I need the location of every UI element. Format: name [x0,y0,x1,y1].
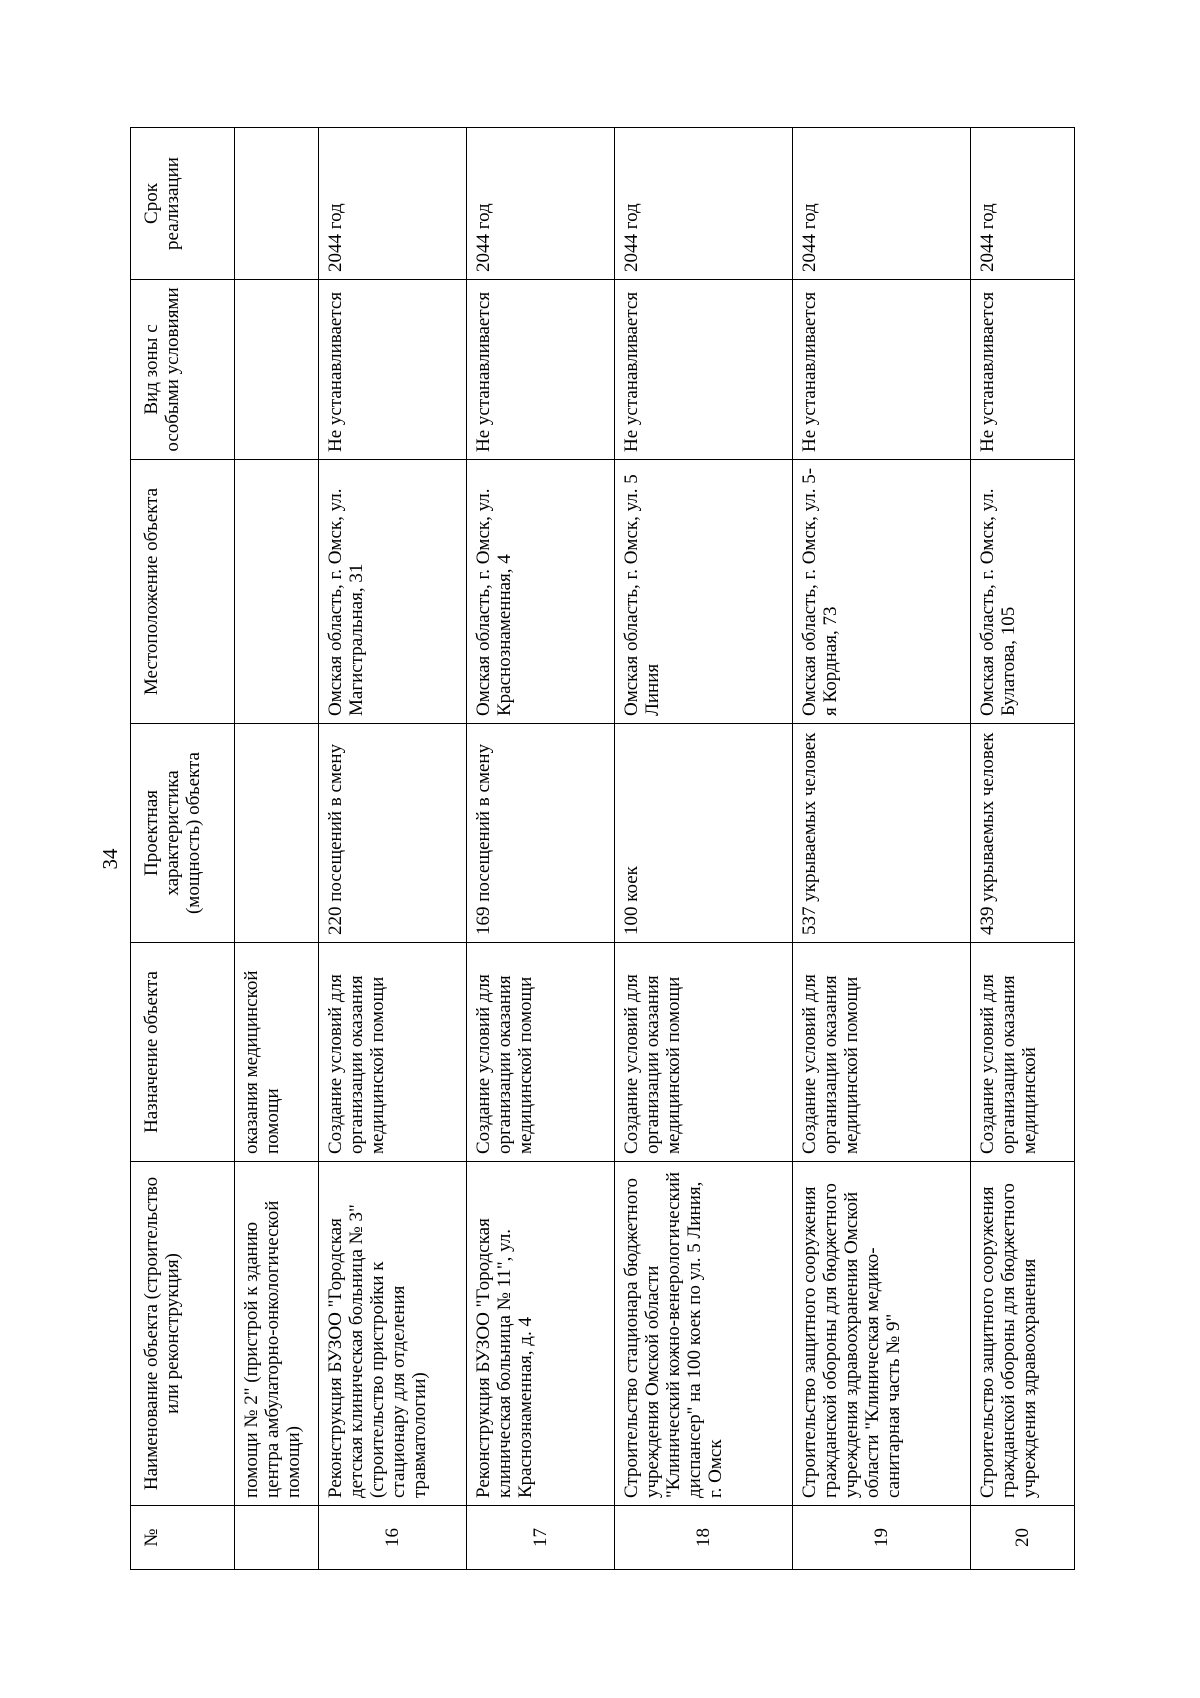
cell-num [235,1506,319,1570]
rotated-table-container [130,128,1074,1570]
cell-purpose: оказания медицинской помощи [235,943,319,1162]
table-row [235,128,319,1570]
cell-term: 2044 год [971,128,1075,280]
cell-location: Омская область, г. Омск, ул. Магистральная, 31 [319,460,467,724]
cell-zone [235,280,319,460]
header-purpose: Назначение объекта [131,943,235,1162]
cell-purpose: Создание условий для организации оказания медицинской помощи [319,943,467,1162]
cell-term: 2044 год [319,128,467,280]
cell-location: Омская область, г. Омск, ул. 5-я Кордная, 73 [793,460,971,724]
cell-location: Омская область, г. Омск, ул. Булатова, 105 [971,460,1075,724]
cell-num: 17 [467,1506,615,1570]
cell-zone: Не устанавливается [319,280,467,460]
cell-name: Строительство защитного сооружения гражданской обороны для бюджетного учреждения здравоохранения [971,1162,1075,1506]
header-location: Местоположение объекта [131,460,235,724]
table-header-row [131,128,235,1570]
cell-term: 2044 год [793,128,971,280]
cell-name: помощи № 2" (пристрой к зданию центра амбулаторно-онкологической помощи) [235,1162,319,1506]
cell-capacity: 220 посещений в смену [319,724,467,943]
cell-purpose: Создание условий для организации оказания медицинской помощи [467,943,615,1162]
cell-location [235,460,319,724]
cell-num: 16 [319,1506,467,1570]
table-row [971,128,1075,1570]
header-num: № [131,1506,235,1570]
cell-capacity: 537 укрываемых человек [793,724,971,943]
cell-capacity: 100 коек [615,724,793,943]
header-zone: Вид зоны с особыми условиями [131,280,235,460]
cell-purpose: Создание условий для организации оказания медицинской помощи [615,943,793,1162]
header-term: Срок реализации [131,128,235,280]
cell-zone: Не устанавливается [467,280,615,460]
table-row [793,128,971,1570]
page-number: 34 [98,848,122,870]
cell-name: Реконструкция БУЗОО "Городская детская клиническая больница № 3" (строительство пристройки к стационару для отделения травматологии) [319,1162,467,1506]
cell-num: 19 [793,1506,971,1570]
cell-location: Омская область, г. Омск, ул. Краснознаменная, 4 [467,460,615,724]
cell-capacity [235,724,319,943]
cell-purpose: Создание условий для организации оказания медицинской помощи [793,943,971,1162]
cell-zone: Не устанавливается [615,280,793,460]
cell-purpose: Создание условий для организации оказания медицинской [971,943,1075,1162]
cell-num: 20 [971,1506,1075,1570]
cell-num: 18 [615,1506,793,1570]
table-row [319,128,467,1570]
cell-zone: Не устанавливается [971,280,1075,460]
table-row [615,128,793,1570]
objects-table [130,127,1075,1570]
cell-term: 2044 год [467,128,615,280]
table-row [467,128,615,1570]
cell-name: Строительство стационара бюджетного учреждения Омской области "Клинический кожно-венерологический диспансер" на 100 коек по ул. 5 Линия, г. Омск [615,1162,793,1506]
cell-term [235,128,319,280]
cell-capacity: 169 посещений в смену [467,724,615,943]
cell-location: Омская область, г. Омск, ул. 5 Линия [615,460,793,724]
header-capacity: Проектная характеристика (мощность) объекта [131,724,235,943]
cell-zone: Не устанавливается [793,280,971,460]
cell-name: Строительство защитного сооружения гражданской обороны для бюджетного учреждения здравоохранения Омской области "Клиническая медико-санитарная часть № 9" [793,1162,971,1506]
cell-name: Реконструкция БУЗОО "Городская клиническая больница № 11", ул. Краснознаменная, д. 4 [467,1162,615,1506]
header-name: Наименование объекта (строительство или реконструкция) [131,1162,235,1506]
cell-capacity: 439 укрываемых человек [971,724,1075,943]
cell-term: 2044 год [615,128,793,280]
